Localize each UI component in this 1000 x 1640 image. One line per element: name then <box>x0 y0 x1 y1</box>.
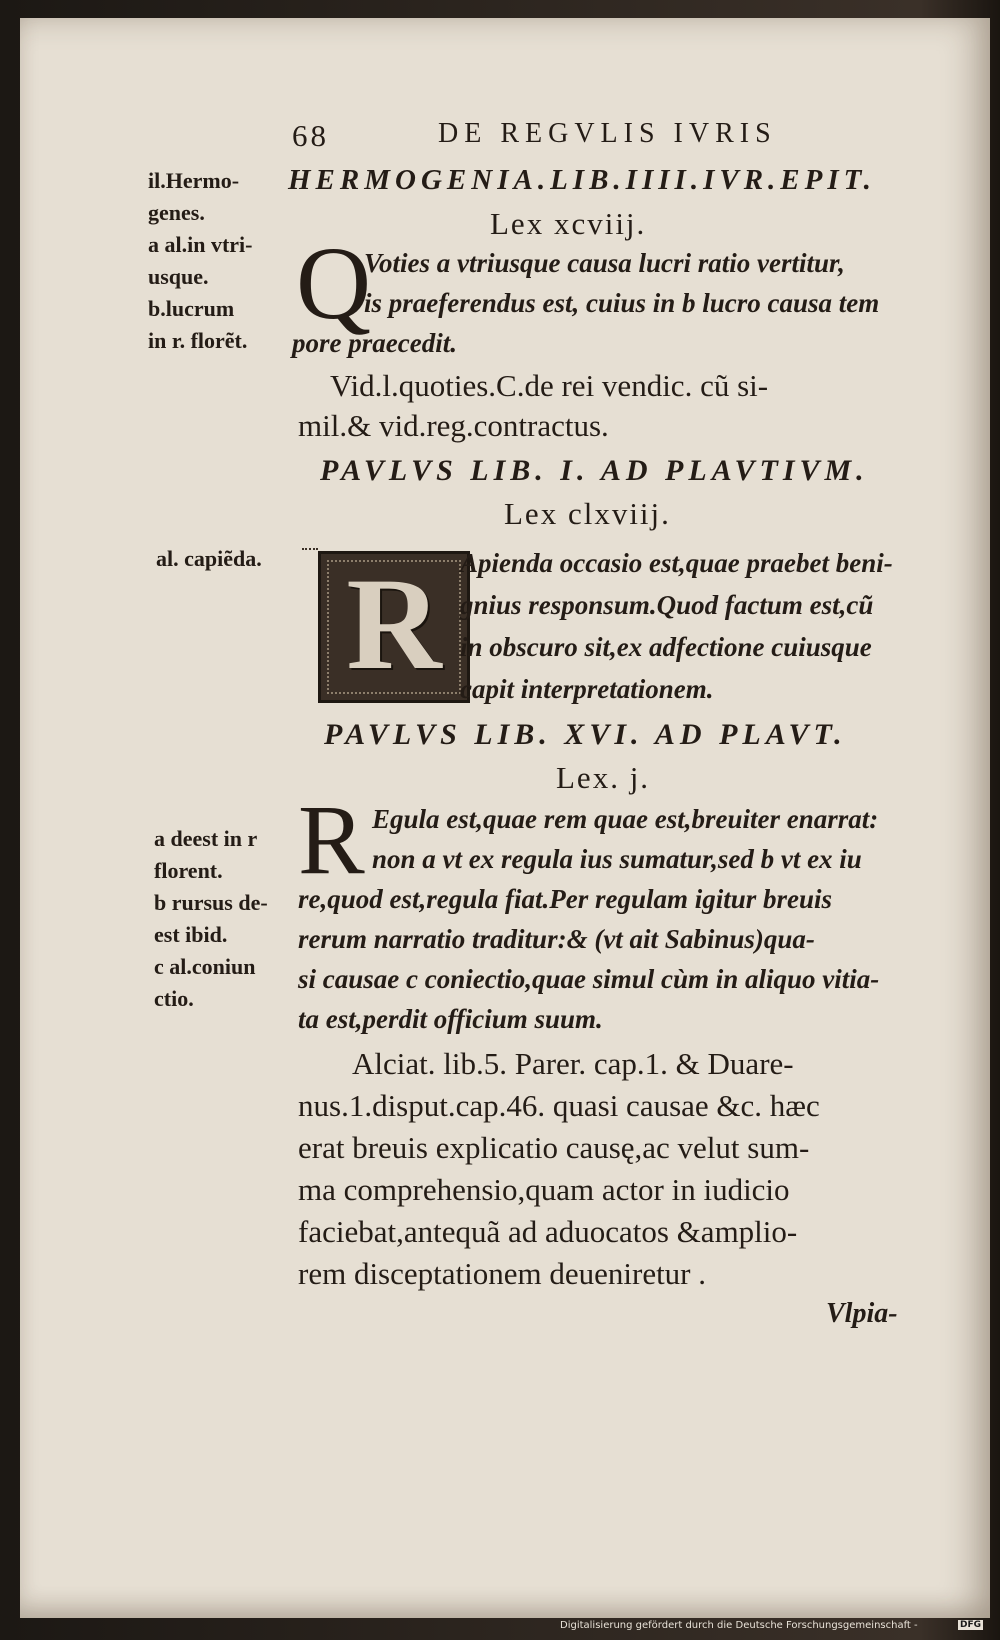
margin-note: c al.coniun <box>154 954 256 979</box>
drop-cap: R <box>346 551 442 697</box>
text-line: is praeferendus est, cuius in b lucro causa tem <box>364 288 880 318</box>
margin-note: ctio. <box>154 986 194 1011</box>
margin-note: al. capiẽda. <box>156 546 262 571</box>
ornamental-rule <box>302 548 318 550</box>
commentary-line: erat breuis explicatio causę,ac velut sum- <box>298 1130 810 1165</box>
book-page <box>20 18 990 1618</box>
text-line: re,quod est,regula fiat.Per regulam igitur breuis <box>298 884 833 914</box>
commentary-line: Alciat. lib.5. Parer. cap.1. & Duare- <box>352 1046 794 1081</box>
text-line: Egula est,quae rem quae est,breuiter enarrat: <box>372 804 879 834</box>
text-line: si causae c coniectio,quae simul cùm in aliquo vitia- <box>298 964 880 994</box>
margin-note: b.lucrum <box>148 296 235 321</box>
margin-note: il.Hermo- <box>148 168 240 193</box>
text-line: Apienda occasio est,quae praebet beni- <box>460 548 893 578</box>
drop-cap: Q <box>296 226 372 341</box>
margin-note: est ibid. <box>154 922 228 947</box>
text-line: in obscuro sit,ex adfectione cuiusque <box>460 632 872 662</box>
text-line: Voties a vtriusque causa lucri ratio vertitur, <box>364 248 845 278</box>
drop-cap: R <box>298 784 365 895</box>
section-heading: PAVLVS LIB. I. AD PLAVTIVM. <box>320 454 869 487</box>
margin-note: florent. <box>154 858 223 883</box>
commentary-line: mil.& vid.reg.contractus. <box>298 408 609 443</box>
page-number: 68 <box>292 118 329 153</box>
lex-number: Lex xcviij. <box>490 206 647 241</box>
section-heading: PAVLVS LIB. XVI. AD PLAVT. <box>324 718 847 751</box>
digitization-credit: Digitalisierung gefördert durch die Deutsche Forschungsgemeinschaft - <box>560 1620 918 1631</box>
lex-number: Lex. j. <box>556 760 651 795</box>
commentary-line: rem disceptationem deueniretur . <box>298 1256 707 1291</box>
commentary-line: Vid.l.quoties.C.de rei vendic. cũ si- <box>330 368 769 403</box>
text-line: non a vt ex regula ius sumatur,sed b vt ex iu <box>372 844 862 874</box>
section-heading: HERMOGENIA.LIB.IIII.IVR.EPIT. <box>288 164 876 196</box>
commentary-line: ma comprehensio,quam actor in iudicio <box>298 1172 790 1207</box>
running-title: DE REGVLIS IVRIS <box>438 118 777 149</box>
catchword: Vlpia- <box>826 1298 898 1329</box>
margin-note: genes. <box>148 200 205 225</box>
margin-note: a deest in r <box>154 826 258 851</box>
lex-number: Lex clxviij. <box>504 496 671 531</box>
text-line: capit interpretationem. <box>460 674 714 704</box>
commentary-line: faciebat,antequã ad aduocatos &amplio- <box>298 1214 798 1249</box>
margin-note: a al.in vtri- <box>148 232 253 257</box>
commentary-line: nus.1.disput.cap.46. quasi causae &c. hæc <box>298 1088 820 1123</box>
text-line: ta est,perdit officium suum. <box>298 1004 603 1034</box>
text-line: rerum narratio traditur:& (vt ait Sabinus)qua- <box>298 924 815 954</box>
margin-note: usque. <box>148 264 209 289</box>
dfg-logo: DFG <box>960 1620 982 1630</box>
text-line: gnius responsum.Quod factum est,cũ <box>460 590 874 620</box>
text-line: pore praecedit. <box>292 328 457 358</box>
woodcut-initial <box>318 551 470 703</box>
margin-note: in r. florẽt. <box>148 328 248 353</box>
margin-note: b rursus de- <box>154 890 268 915</box>
